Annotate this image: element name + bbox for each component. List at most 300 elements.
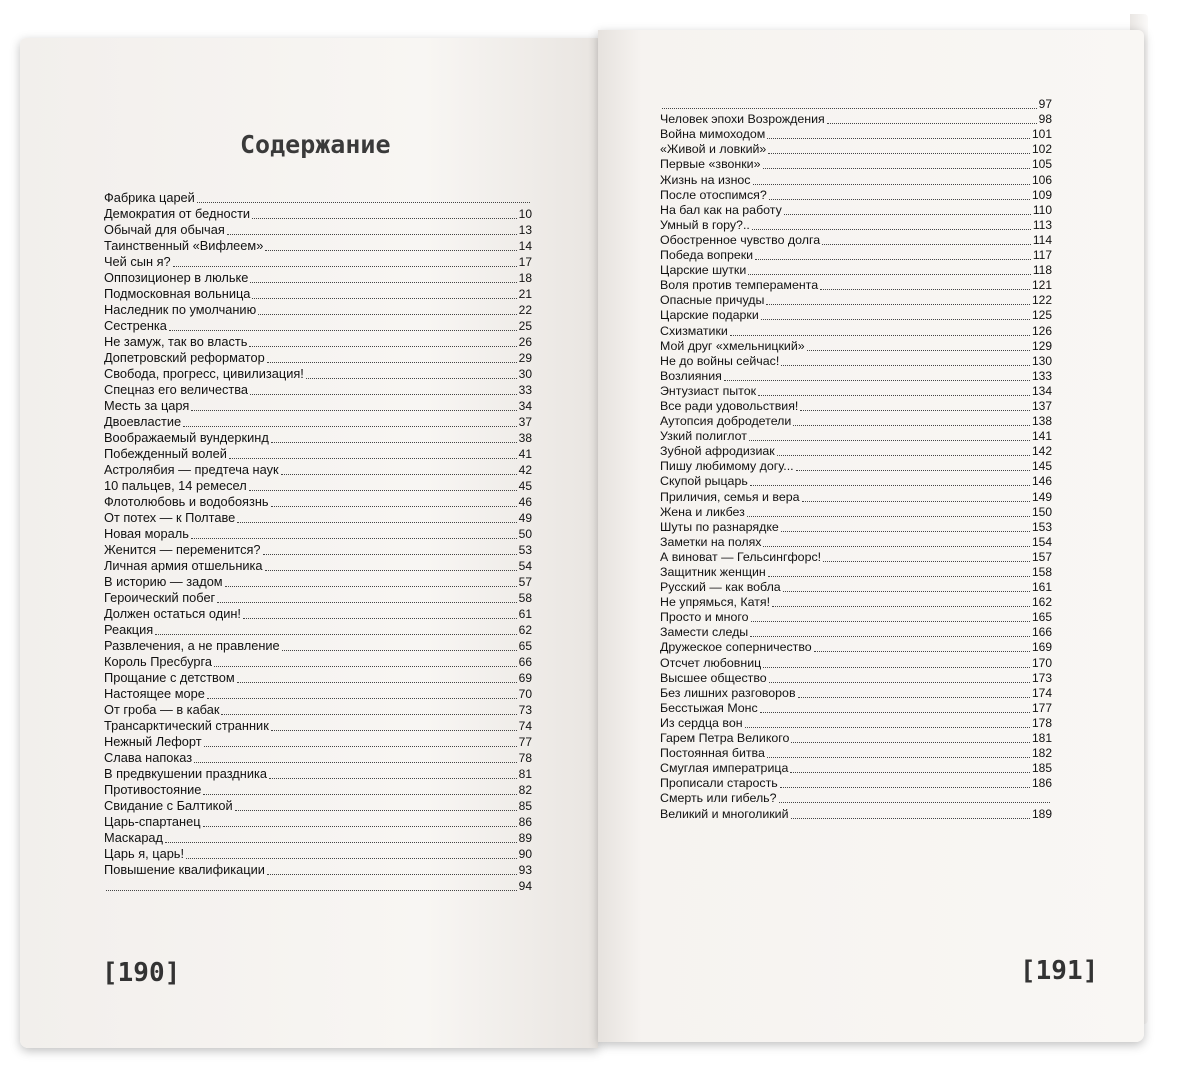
toc-entry-page: 42	[518, 463, 532, 477]
toc-entry-page: 53	[518, 543, 532, 557]
toc-entry-page: 22	[518, 303, 532, 317]
toc-entry-page: 78	[518, 751, 532, 765]
toc-entry	[660, 535, 1052, 550]
toc-entry-page: 102	[1031, 142, 1052, 157]
toc-leader-dots	[249, 346, 516, 347]
toc-leader-dots	[783, 591, 1030, 592]
toc-entry-title: Энтузиаст пыток	[660, 383, 757, 398]
toc-leader-dots	[217, 602, 516, 603]
toc-entry	[660, 112, 1052, 127]
toc-entry-page: 93	[518, 863, 532, 877]
toc-entry	[104, 238, 532, 254]
toc-entry	[104, 286, 532, 302]
toc-leader-dots	[225, 586, 517, 587]
toc-entry-title: Не до войны сейчас!	[660, 353, 780, 368]
toc-leader-dots	[753, 184, 1030, 185]
toc-entry	[660, 761, 1052, 776]
toc-entry-title: Флотолюбовь и водобоязнь	[104, 494, 269, 509]
toc-entry	[104, 734, 532, 750]
toc-leader-dots	[749, 440, 1030, 441]
toc-entry-title: Обычай для обычая	[104, 222, 225, 237]
toc-entry-page: 130	[1031, 353, 1052, 368]
toc-entry-page: 174	[1031, 685, 1052, 700]
toc-leader-dots	[237, 522, 516, 523]
toc-entry-title: Аутопсия добродетели	[660, 414, 792, 429]
toc-entry-page: 85	[518, 799, 532, 813]
toc-leader-dots	[306, 378, 517, 379]
toc-entry	[104, 670, 532, 686]
toc-entry-page: 110	[1032, 202, 1052, 217]
toc-entry	[104, 526, 532, 542]
toc-entry-page: 117	[1032, 248, 1052, 263]
toc-entry	[660, 520, 1052, 535]
toc-entry	[660, 429, 1052, 444]
toc-entry-title: Без лишних разговоров	[660, 685, 796, 700]
toc-entry	[660, 127, 1052, 142]
toc-entry-title: Фабрика царей	[104, 190, 195, 205]
toc-entry	[104, 830, 532, 846]
toc-entry	[660, 686, 1052, 701]
toc-leader-dots	[235, 810, 517, 811]
toc-entry	[660, 233, 1052, 248]
toc-entry-title: Защитник женщин	[660, 565, 766, 579]
toc-entry-title: Бесстыжая Монс	[660, 700, 758, 715]
toc-entry-title: Нежный Лефорт	[104, 734, 202, 749]
toc-entry-title: Опасные причуды	[660, 293, 765, 308]
toc-entry-page: 61	[518, 607, 532, 621]
toc-entry-page: 57	[518, 575, 532, 589]
toc-entry-title: Не упрямься, Катя!	[660, 595, 771, 610]
toc-leader-dots	[221, 714, 516, 715]
toc-entry-page: 173	[1031, 670, 1052, 685]
toc-entry-page: 38	[518, 431, 532, 445]
toc-entry-page: 170	[1031, 655, 1052, 670]
toc-leader-dots	[790, 772, 1030, 773]
toc-leader-dots	[820, 289, 1030, 290]
toc-entry-title: От потех — к Полтаве	[104, 510, 236, 525]
toc-leader-dots	[761, 319, 1030, 320]
toc-entry	[660, 278, 1052, 293]
toc-leader-dots	[763, 667, 1030, 668]
toc-entry-title: Таинственный «Вифлеем»	[104, 238, 264, 253]
toc-entry-page: 89	[518, 831, 532, 845]
toc-leader-dots	[781, 365, 1030, 366]
toc-entry-page: 138	[1031, 414, 1052, 429]
toc-entry	[660, 459, 1052, 474]
toc-entry-title: Героический побег	[104, 590, 216, 605]
toc-entry-page: 146	[1031, 474, 1052, 489]
toc-entry-title: От гроба — в кабак	[104, 702, 220, 717]
toc-entry-page: 182	[1031, 746, 1052, 761]
toc-entry	[104, 702, 532, 718]
toc-leader-dots	[769, 682, 1030, 683]
toc-entry	[104, 222, 532, 238]
toc-entry-page: 106	[1031, 172, 1052, 187]
toc-leader-dots	[800, 410, 1030, 411]
toc-entry-title: Астролябия — предтеча наук	[104, 462, 279, 477]
toc-entry	[660, 323, 1052, 338]
toc-entry-title: Трансарктический странник	[104, 718, 269, 733]
toc-leader-dots	[243, 618, 517, 619]
toc-entry-title: Зубной афродизиак	[660, 444, 775, 459]
toc-entry-page: 90	[518, 847, 532, 861]
toc-entry-title: Должен остаться один!	[104, 606, 241, 621]
toc-entry-page: 157	[1031, 549, 1052, 564]
toc-entry	[660, 354, 1052, 369]
toc-entry	[104, 846, 532, 862]
toc-entry	[660, 384, 1052, 399]
toc-leader-dots	[748, 274, 1031, 275]
toc-entry-page: 161	[1031, 580, 1052, 595]
toc-entry-title: Великий и многоликий	[660, 806, 789, 821]
toc-leader-dots	[214, 666, 517, 667]
toc-entry	[660, 248, 1052, 263]
toc-entry-title: Демократия от бедности	[104, 206, 251, 221]
toc-leader-dots	[747, 516, 1030, 517]
toc-leader-dots	[798, 697, 1030, 698]
toc-entry	[660, 671, 1052, 686]
toc-entry	[104, 190, 532, 206]
toc-leader-dots	[745, 727, 1030, 728]
toc-entry-page: 166	[1031, 625, 1052, 640]
toc-leader-dots	[252, 298, 516, 299]
toc-entry-page: 77	[518, 735, 532, 749]
page-number-left: [190]	[102, 958, 181, 988]
toc-leader-dots	[249, 490, 517, 491]
toc-entry-title: В предвкушении праздника	[104, 766, 267, 781]
toc-entry-title: Обостренное чувство долга	[660, 232, 821, 247]
toc-entry	[660, 731, 1052, 746]
toc-entry	[104, 798, 532, 814]
toc-entry-title: Высшее общество	[660, 670, 767, 685]
toc-entry-page: 141	[1031, 429, 1052, 444]
toc-entry-title: Из сердца вон	[660, 715, 743, 730]
toc-leader-dots	[250, 394, 517, 395]
toc-leader-dots	[768, 153, 1030, 154]
toc-entry-page: 66	[518, 655, 532, 669]
toc-entry	[660, 97, 1052, 112]
toc-entry-page: 69	[518, 671, 532, 685]
toc-leader-dots	[730, 335, 1030, 336]
toc-entry	[104, 334, 532, 350]
toc-entry-title: Царь я, царь!	[104, 846, 185, 861]
toc-entry	[660, 339, 1052, 354]
toc-entry-title: Подмосковная вольница	[104, 286, 251, 301]
toc-entry-page: 153	[1031, 519, 1052, 534]
toc-entry	[660, 172, 1052, 187]
toc-entry-title: Русский — как вобла	[660, 580, 781, 595]
toc-entry-title: Личная армия отшельника	[104, 558, 263, 573]
toc-leader-dots	[781, 531, 1030, 532]
toc-entry	[104, 574, 532, 590]
toc-entry-title: Смерть или гибель?	[660, 791, 777, 806]
toc-entry	[104, 558, 532, 574]
toc-entry-page: 50	[518, 527, 532, 541]
toc-entry-title: В историю — задом	[104, 574, 223, 589]
toc-entry-title: Узкий полиглот	[660, 429, 747, 444]
toc-entry	[104, 814, 532, 830]
toc-entry	[104, 766, 532, 782]
toc-leader-dots	[827, 123, 1037, 124]
toc-entry-page: 185	[1031, 761, 1052, 776]
toc-entry-page: 46	[518, 495, 532, 509]
toc-entry	[104, 590, 532, 606]
toc-entry-page: 82	[518, 783, 532, 797]
toc-entry-page: 54	[518, 559, 532, 573]
toc-leader-dots	[823, 561, 1030, 562]
toc-entry-title: Женится — переменится?	[104, 542, 261, 557]
toc-leader-dots	[766, 304, 1030, 305]
toc-entry	[660, 157, 1052, 172]
toc-leader-dots	[203, 826, 517, 827]
toc-entry-page: 125	[1031, 308, 1052, 323]
toc-entry-page: 30	[518, 367, 532, 381]
toc-leader-dots	[265, 570, 517, 571]
toc-entry	[104, 718, 532, 734]
toc-entry-title: Победа вопреки	[660, 248, 754, 263]
toc-entry	[660, 414, 1052, 429]
toc-leader-dots	[724, 380, 1030, 381]
toc-entry	[104, 654, 532, 670]
toc-entry-page: 150	[1031, 504, 1052, 519]
toc-entry	[660, 293, 1052, 308]
toc-entry	[104, 398, 532, 414]
toc-entry-page: 145	[1031, 459, 1052, 474]
toc-leader-dots	[767, 138, 1030, 139]
toc-entry-page: 17	[518, 255, 532, 269]
toc-leader-dots	[165, 842, 517, 843]
toc-entry-title: Воля против темперамента	[660, 278, 819, 293]
toc-entry-page: 10	[518, 207, 532, 221]
toc-entry-title: Король Пресбурга	[104, 654, 212, 669]
toc-entry	[104, 350, 532, 366]
toc-leader-dots	[191, 410, 516, 411]
toc-leader-dots	[169, 330, 517, 331]
toc-leader-dots	[197, 202, 530, 203]
toc-leader-dots	[784, 214, 1031, 215]
toc-leader-dots	[768, 576, 1030, 577]
toc-list-left	[104, 190, 532, 894]
toc-leader-dots	[772, 606, 1030, 607]
toc-entry-title: Оппозиционер в люльке	[104, 270, 249, 285]
toc-entry-page: 29	[518, 351, 532, 365]
toc-entry	[104, 366, 532, 382]
toc-entry-page: 113	[1032, 217, 1052, 232]
toc-entry-page: 126	[1031, 323, 1052, 338]
toc-entry	[660, 776, 1052, 791]
toc-entry-title: Развлечения, а не правление	[104, 638, 280, 653]
toc-entry-title: Двоевластие	[104, 414, 182, 429]
toc-entry-page: 105	[1031, 157, 1052, 172]
toc-entry	[104, 750, 532, 766]
toc-entry	[660, 188, 1052, 203]
toc-entry-page: 114	[1032, 232, 1052, 247]
toc-entry-page: 26	[518, 335, 532, 349]
toc-entry-page: 181	[1031, 731, 1052, 746]
toc-leader-dots	[767, 757, 1030, 758]
toc-entry	[660, 610, 1052, 625]
toc-leader-dots	[763, 546, 1029, 547]
toc-leader-dots	[750, 485, 1030, 486]
toc-entry-title: Замести следы	[660, 625, 749, 640]
toc-entry-title: Постоянная битва	[660, 746, 765, 761]
toc-entry-title: Настоящее море	[104, 686, 205, 701]
toc-entry-title: На бал как на работу	[660, 202, 782, 217]
toc-leader-dots	[760, 712, 1030, 713]
toc-entry-page: 186	[1031, 776, 1052, 791]
toc-entry	[104, 302, 532, 318]
toc-entry	[104, 318, 532, 334]
toc-entry-title: Повышение квалификации	[104, 862, 265, 877]
toc-entry-title: Царь-спартанец	[104, 814, 201, 829]
toc-entry-title: «Живой и ловкий»	[660, 142, 767, 157]
toc-entry	[660, 489, 1052, 504]
toc-entry-title: Первые «звонки»	[660, 157, 761, 172]
toc-entry	[660, 474, 1052, 489]
toc-entry-title: Не замуж, так во власть	[104, 334, 248, 349]
toc-entry-title: Жена и ликбез	[660, 504, 745, 519]
toc-entry-title: Царские подарки	[660, 308, 759, 323]
toc-entry-page: 122	[1031, 293, 1052, 308]
toc-entry-page: 37	[518, 415, 532, 429]
toc-entry	[660, 595, 1052, 610]
toc-entry-title: Спецназ его величества	[104, 382, 249, 397]
toc-entry-title: Свидание с Балтикой	[104, 798, 233, 813]
toc-leader-dots	[281, 474, 517, 475]
toc-leader-dots	[807, 350, 1030, 351]
toc-leader-dots	[750, 636, 1030, 637]
toc-entry-page: 158	[1031, 565, 1052, 579]
toc-leader-dots	[271, 442, 517, 443]
toc-list-right	[660, 97, 1052, 822]
toc-entry-title: Дружеское соперничество	[660, 640, 812, 655]
toc-leader-dots	[814, 651, 1030, 652]
toc-entry-page: 137	[1031, 398, 1052, 413]
page-number-right: [191]	[1020, 956, 1099, 986]
toc-leader-dots	[252, 218, 517, 219]
toc-leader-dots	[793, 425, 1030, 426]
toc-entry	[104, 862, 532, 878]
toc-entry	[660, 791, 1052, 806]
toc-leader-dots	[752, 229, 1031, 230]
toc-leader-dots	[751, 621, 1030, 622]
toc-entry	[660, 203, 1052, 218]
toc-entry-page: 41	[518, 447, 532, 461]
toc-leader-dots	[183, 426, 516, 427]
toc-leader-dots	[237, 682, 517, 683]
toc-leader-dots	[822, 244, 1031, 245]
toc-entry-title: Противостояние	[104, 782, 202, 797]
toc-entry	[104, 494, 532, 510]
toc-entry-page: 33	[518, 383, 532, 397]
toc-entry	[660, 716, 1052, 731]
toc-entry-title: После отоспимся?	[660, 187, 767, 202]
toc-entry-title: Чей сын я?	[104, 254, 171, 269]
toc-leader-dots	[250, 282, 516, 283]
toc-entry-title: Свобода, прогресс, цивилизация!	[104, 366, 304, 381]
toc-entry-title: А виноват — Гельсингфорс!	[660, 549, 822, 564]
toc-entry	[660, 369, 1052, 384]
toc-entry-title: Месть за царя	[104, 398, 190, 413]
toc-leader-dots	[269, 778, 517, 779]
toc-entry-page: 25	[518, 319, 532, 333]
toc-entry	[104, 206, 532, 222]
toc-entry	[660, 746, 1052, 761]
toc-entry-page: 109	[1031, 187, 1052, 202]
toc-entry-page: 133	[1031, 368, 1052, 383]
toc-entry-title: Сестренка	[104, 318, 167, 333]
toc-entry-title: Новая мораль	[104, 526, 189, 541]
toc-entry-title: Отсчет любовниц	[660, 655, 762, 670]
toc-leader-dots	[779, 802, 1050, 803]
toc-entry-title: 10 пальцев, 14 ремесел	[104, 478, 247, 493]
toc-entry-title: Умный в гору?..	[660, 217, 750, 232]
toc-entry	[104, 414, 532, 430]
toc-leader-dots	[777, 455, 1030, 456]
toc-entry	[660, 218, 1052, 233]
toc-leader-dots	[763, 168, 1030, 169]
toc-entry	[660, 565, 1052, 580]
toc-entry-title: Все ради удовольствия!	[660, 398, 799, 413]
page-title: Содержание	[240, 130, 391, 159]
toc-leader-dots	[173, 266, 517, 267]
toc-entry-page: 18	[518, 271, 532, 285]
toc-entry	[660, 308, 1052, 323]
toc-entry-page: 154	[1031, 534, 1052, 549]
toc-leader-dots	[796, 470, 1030, 471]
toc-entry-page: 45	[518, 479, 532, 493]
toc-entry-page: 134	[1031, 383, 1052, 398]
toc-entry-title: Прописали старость	[660, 776, 778, 791]
toc-entry-title: Реакция	[104, 622, 154, 637]
toc-leader-dots	[662, 108, 1037, 109]
toc-entry-page: 34	[518, 399, 532, 413]
toc-entry	[104, 446, 532, 462]
toc-entry-page: 81	[518, 767, 532, 781]
toc-entry-page: 70	[518, 687, 532, 701]
toc-entry	[104, 622, 532, 638]
toc-entry-title: Побежденный волей	[104, 446, 227, 461]
toc-entry-title: Гарем Петра Великого	[660, 731, 790, 746]
toc-entry-page: 73	[518, 703, 532, 717]
toc-entry-page: 177	[1031, 700, 1052, 715]
toc-entry-page: 86	[518, 815, 532, 829]
toc-entry	[660, 550, 1052, 565]
toc-entry-page: 189	[1031, 806, 1052, 821]
toc-entry-title: Маскарад	[104, 830, 164, 845]
toc-entry-page: 118	[1032, 263, 1052, 278]
toc-entry-title: Слава напоказ	[104, 750, 193, 765]
toc-entry	[104, 462, 532, 478]
toc-leader-dots	[780, 787, 1030, 788]
toc-leader-dots	[791, 742, 1030, 743]
toc-entry-title: Смуглая императрица	[660, 761, 789, 776]
toc-entry-page: 21	[518, 287, 532, 301]
toc-entry	[104, 686, 532, 702]
toc-entry-page: 58	[518, 591, 532, 605]
toc-entry	[104, 254, 532, 270]
toc-entry-page: 142	[1031, 444, 1052, 459]
toc-entry-title: Жизнь на износ	[660, 172, 751, 187]
toc-entry	[104, 878, 532, 894]
toc-entry-title: Наследник по умолчанию	[104, 302, 257, 317]
toc-entry	[660, 505, 1052, 520]
toc-entry	[104, 430, 532, 446]
toc-leader-dots	[203, 794, 516, 795]
toc-entry	[660, 263, 1052, 278]
toc-entry	[104, 270, 532, 286]
toc-entry-page: 129	[1031, 338, 1052, 353]
